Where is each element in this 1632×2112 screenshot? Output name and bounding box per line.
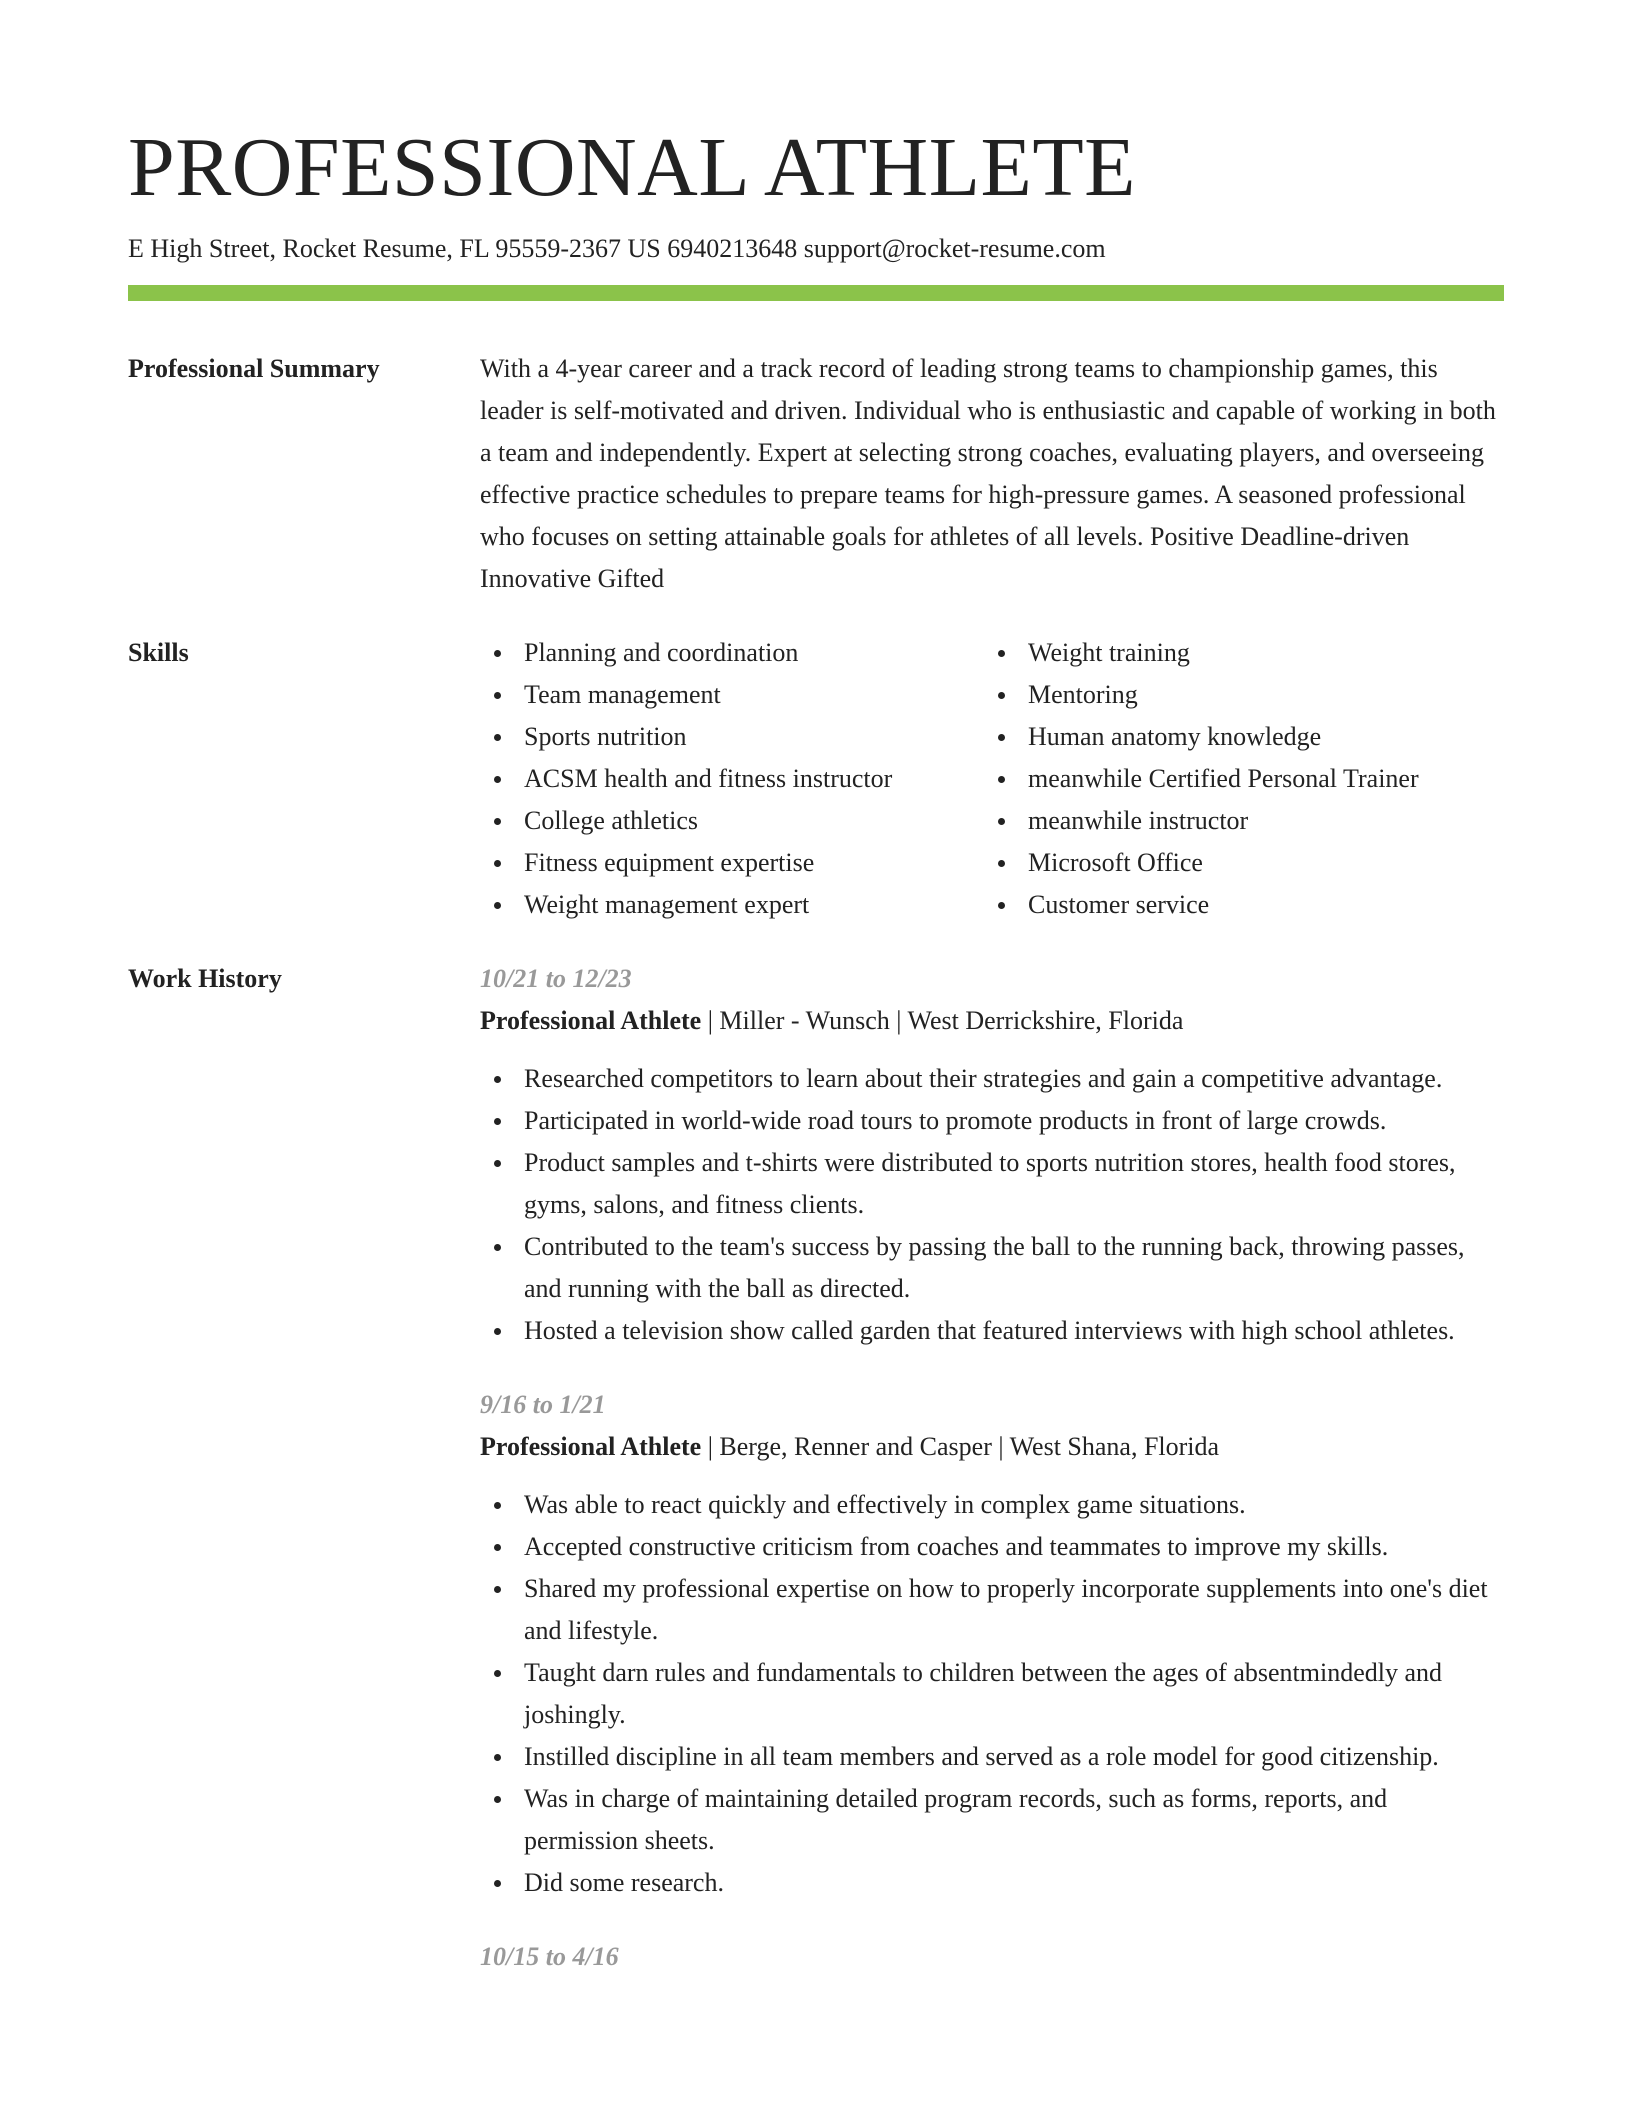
job-title: Professional Athlete [480,1006,702,1035]
job-title: Professional Athlete [480,1432,702,1461]
work-history-section [128,958,1504,2010]
skill-item: Sports nutrition [480,716,984,758]
job-bullet: Was able to react quickly and effectively in complex game situations. [480,1484,1504,1526]
work-history-heading: Work History [128,964,282,993]
skills-body [480,632,1504,926]
skills-heading: Skills [128,638,189,667]
work-history-body [480,958,1504,2010]
job-bullets [480,1484,1504,1904]
skill-item: meanwhile Certified Personal Trainer [984,758,1504,800]
job-bullet: Accepted constructive criticism from coaches and teammates to improve my skills. [480,1526,1504,1568]
job-bullets [480,1058,1504,1352]
resume-body [128,348,1504,2010]
job-bullet: Instilled discipline in all team members and served as a role model for good citizenship. [480,1736,1504,1778]
skill-item: Weight management expert [480,884,984,926]
job-bullet: Taught darn rules and fundamentals to children between the ages of absentmindedly and joshingly. [480,1652,1504,1736]
job-bullet: Shared my professional expertise on how to properly incorporate supplements into one's diet and lifestyle. [480,1568,1504,1652]
skill-item: Human anatomy knowledge [984,716,1504,758]
job-entry [480,958,1504,1352]
skill-item: Mentoring [984,674,1504,716]
candidate-name: PROFESSIONAL ATHLETE [128,121,1136,214]
job-details: | Miller - Wunsch | West Derrickshire, Florida [701,1006,1184,1035]
contact-line: E High Street, Rocket Resume, FL 95559-2367 US 6940213648 support@rocket-resume.com [128,234,1106,263]
skill-item: Planning and coordination [480,632,984,674]
job-bullet: Hosted a television show called garden that featured interviews with high school athletes. [480,1310,1504,1352]
skill-item: Fitness equipment expertise [480,842,984,884]
skills-list-right [984,632,1504,926]
summary-heading: Professional Summary [128,354,380,383]
job-dates: 9/16 to 1/21 [480,1390,606,1419]
skill-item: Customer service [984,884,1504,926]
job-dates: 10/15 to 4/16 [480,1942,619,1971]
header-divider [128,285,1504,301]
summary-section [128,348,1504,600]
summary-body [480,348,1504,600]
job-dates: 10/21 to 12/23 [480,964,632,993]
job-bullet: Product samples and t-shirts were distributed to sports nutrition stores, health food stores, gyms, salons, and fitness clients. [480,1142,1504,1226]
skill-item: College athletics [480,800,984,842]
skill-item: Team management [480,674,984,716]
job-bullet: Participated in world-wide road tours to promote products in front of large crowds. [480,1100,1504,1142]
job-entry [480,1384,1504,1904]
skill-item: Microsoft Office [984,842,1504,884]
skills-section [128,632,1504,926]
summary-text: With a 4-year career and a track record of leading strong teams to championship games, this leader is self-motivated and driven. Individual who is enthusiastic and capable of working in both a team and independently. Expert at selecting strong coaches, evaluating players, and overseeing effective practice schedules to prepare teams for high-pressure games. A seasoned professional who focuses on setting attainable goals for athletes of all levels. Positive Deadline-driven Innovative Gifted [480,354,1496,593]
job-details: | Berge, Renner and Casper | West Shana, Florida [701,1432,1220,1461]
skills-list-left [480,632,984,926]
skill-item: meanwhile instructor [984,800,1504,842]
job-bullet: Did some research. [480,1862,1504,1904]
job-bullet: Was in charge of maintaining detailed program records, such as forms, reports, and permission sheets. [480,1778,1504,1862]
job-bullet: Researched competitors to learn about their strategies and gain a competitive advantage. [480,1058,1504,1100]
job-bullet: Contributed to the team's success by passing the ball to the running back, throwing passes, and running with the ball as directed. [480,1226,1504,1310]
skill-item: ACSM health and fitness instructor [480,758,984,800]
job-entry [480,1936,1504,1978]
job-title-line [480,1426,1504,1468]
job-title-line [480,1000,1504,1042]
skill-item: Weight training [984,632,1504,674]
